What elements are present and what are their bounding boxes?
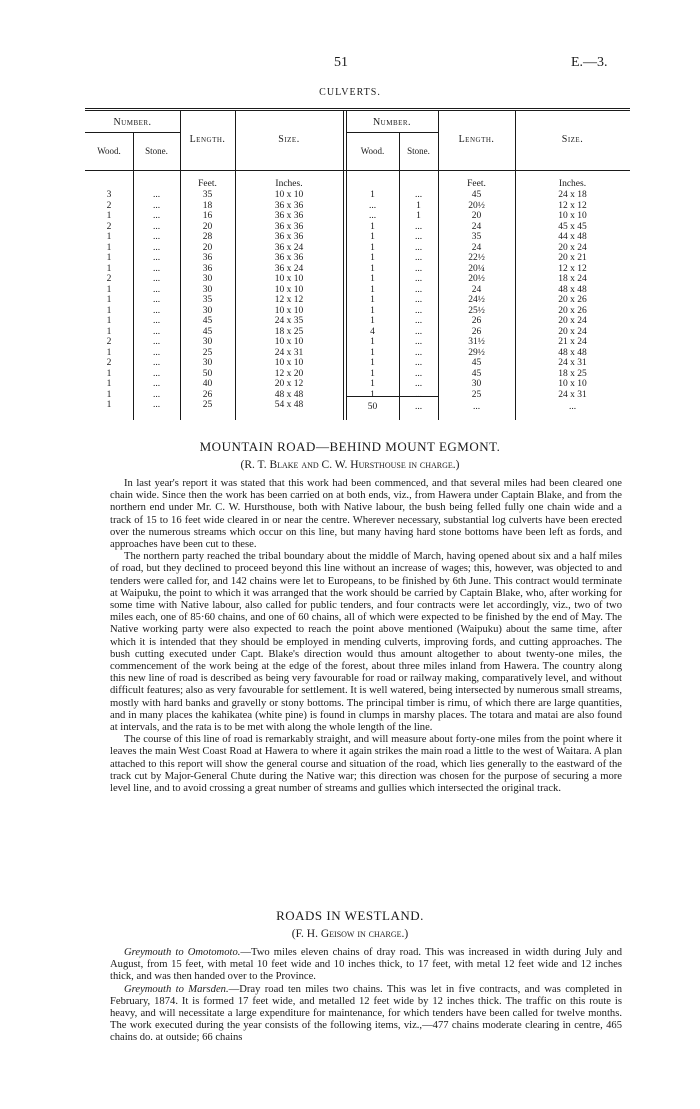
table-cell: 2: [106, 358, 112, 368]
table-cell: 48 x 48: [558, 347, 587, 358]
table-cell: 28: [202, 232, 213, 242]
table-cell: 24: [471, 242, 482, 253]
table-cell: 1: [106, 326, 112, 337]
table-cell: 48 x 48: [558, 284, 587, 295]
table-cell: 40: [202, 379, 213, 389]
table-cell: 1: [370, 305, 375, 316]
table-cell: 1: [370, 274, 375, 284]
route-name: Greymouth to Marsden.: [124, 983, 229, 995]
route-name: Greymouth to Omotomoto.: [124, 947, 241, 958]
table-cell: 1: [106, 253, 112, 263]
paragraph-text: —Two miles eleven chains of dray road. This was increased in width during July and August, from 15 feet, with metal 10 feet wide and 10 inches thick, to 17 feet, with metal 12 feet wide and 12 inches thick, and was then handed over to the Province.: [110, 947, 622, 983]
inches-label-left: Inches.: [275, 179, 303, 189]
table-cell: 36 x 36: [274, 200, 304, 211]
table-cell: 1: [106, 305, 112, 316]
table-cell: ...: [414, 316, 423, 326]
table-cell: ...: [414, 253, 423, 263]
table-cell: 10 x 10: [558, 379, 587, 389]
table-cell: 20: [471, 211, 482, 221]
culverts-table: [85, 108, 630, 420]
table-cell: 1: [370, 379, 375, 389]
table-cell: ...: [414, 358, 423, 368]
table-cell: ...: [152, 400, 161, 410]
page-number: 51: [334, 55, 348, 70]
table-top-rule: [85, 108, 630, 109]
table-cell: ...: [414, 274, 423, 284]
col-divider: [343, 111, 344, 420]
table-cell: ...: [414, 347, 423, 358]
table-cell: 12 x 12: [558, 263, 587, 274]
table-cell: ...: [152, 211, 161, 221]
left-stone-column: [133, 190, 180, 411]
table-cell: 20 x 21: [558, 253, 587, 263]
paragraph: [110, 984, 622, 1045]
number-header-right: Number.: [372, 117, 412, 128]
table-cell: ...: [152, 347, 161, 358]
table-cell: 1: [370, 337, 375, 347]
total-size: ...: [568, 402, 577, 412]
table-cell: 20¼: [468, 263, 485, 274]
total-stone: ...: [414, 402, 423, 412]
table-cell: 1: [370, 368, 375, 379]
table-cell: 25½: [468, 305, 485, 316]
table-cell: 45: [202, 326, 213, 337]
table-cell: 18: [202, 200, 213, 211]
table-cell: 1: [370, 242, 375, 253]
table-cell: 1: [370, 232, 375, 242]
table-cell: 18 x 25: [558, 368, 587, 379]
table-cell: 10 x 10: [274, 337, 304, 347]
table-cell: 1: [106, 242, 112, 253]
table-cell: 50: [202, 368, 213, 379]
table-cell: ...: [414, 337, 423, 347]
table-cell: 1: [106, 211, 112, 221]
table-cell: 20: [202, 242, 213, 253]
table-cell: ...: [414, 221, 423, 232]
table-cell: ...: [414, 190, 423, 200]
table-cell: 24: [471, 221, 482, 232]
table-cell: ...: [414, 305, 423, 316]
table-cell: 10 x 10: [274, 274, 304, 284]
table-cell: ...: [152, 274, 161, 284]
table-cell: 24: [471, 284, 482, 295]
feet-label-right: Feet.: [467, 179, 486, 189]
mountain-road-subtitle: (R. T. Blake and C. W. Hursthouse in charge.): [240, 459, 460, 471]
wood-header-right: Wood.: [360, 146, 385, 156]
table-cell: 45: [471, 190, 482, 200]
table-cell: ...: [152, 389, 161, 400]
table-cell: 1: [370, 316, 375, 326]
table-cell: ...: [152, 305, 161, 316]
table-cell: ...: [152, 284, 161, 295]
right-stone-column: [399, 190, 438, 400]
table-cell: 1: [106, 368, 112, 379]
mountain-road-title: MOUNTAIN ROAD—BEHIND MOUNT EGMONT.: [199, 439, 501, 454]
table-cell: 3: [106, 190, 112, 200]
table-cell: 1: [106, 232, 112, 242]
table-cell: 1: [416, 200, 421, 211]
table-cell: 1: [106, 316, 112, 326]
table-cell: 25: [202, 400, 213, 410]
table-cell: ...: [152, 326, 161, 337]
table-cell: 20½: [468, 274, 485, 284]
table-cell: 22½: [468, 253, 485, 263]
westland-subtitle: (F. H. Geisow in charge.): [291, 928, 409, 940]
table-cell: 45: [471, 368, 482, 379]
stone-header-right: Stone.: [407, 146, 430, 156]
table-cell: 45: [471, 358, 482, 368]
table-cell: 16: [202, 211, 213, 221]
table-cell: 36 x 36: [274, 211, 304, 221]
paragraph: [110, 947, 622, 984]
table-cell: 4: [370, 326, 375, 337]
table-cell: 1: [370, 295, 375, 305]
table-cell: 12 x 20: [274, 368, 304, 379]
table-cell: ...: [152, 358, 161, 368]
table-cell: 36 x 24: [274, 242, 304, 253]
table-cell: ...: [368, 200, 377, 211]
table-cell: 25: [471, 389, 482, 400]
table-cell: ...: [152, 232, 161, 242]
paragraph: The course of this line of road is remarkably straight, and will measure about forty-one miles from the point where it leaves the main West Coast Road at Hawera to where it again strikes the main road a little to the west of Waitara. A plan attached to this report will show the general course and situation of the road, which lies generally to the eastward of the track cut by Major-General Chute during the Native war; this direction was chosen for the purpose of securing a more level line, and to avoid crossing a great number of streams and gullies which intersected the original track.: [110, 734, 622, 795]
table-cell: ...: [414, 379, 423, 389]
table-cell: ...: [152, 316, 161, 326]
left-size-column: [235, 190, 343, 411]
table-cell: 1: [370, 221, 375, 232]
header-rule: [85, 170, 630, 171]
table-cell: 24 x 35: [274, 316, 304, 326]
table-cell: 1: [106, 347, 112, 358]
table-cell: ...: [414, 232, 423, 242]
westland-title: ROADS IN WESTLAND.: [276, 908, 424, 923]
table-cell: 10 x 10: [274, 305, 304, 316]
table-cell: 18 x 24: [558, 274, 587, 284]
table-cell: 1: [370, 347, 375, 358]
length-header-right: Length.: [458, 134, 495, 145]
table-cell: 10 x 10: [274, 358, 304, 368]
page-reference: E.—3.: [571, 55, 608, 70]
table-cell: 24 x 18: [558, 190, 587, 200]
table-cell: 20 x 24: [558, 242, 587, 253]
number-rule-right: [346, 132, 438, 133]
culverts-title: CULVERTS.: [319, 87, 381, 98]
table-cell: 30: [202, 305, 213, 316]
table-cell: ...: [414, 242, 423, 253]
table-cell: 20 x 26: [558, 295, 587, 305]
table-cell: ...: [152, 200, 161, 211]
table-cell: 2: [106, 274, 112, 284]
right-length-column: [438, 190, 515, 400]
length-header-left: Length.: [189, 134, 226, 145]
westland-body: [110, 947, 622, 1045]
right-size-column: [515, 190, 630, 400]
table-cell: ...: [414, 295, 423, 305]
left-length-column: [180, 190, 235, 411]
table-cell: 35: [471, 232, 482, 242]
table-cell: 10 x 10: [558, 211, 587, 221]
table-cell: ...: [152, 242, 161, 253]
table-cell: 36 x 36: [274, 221, 304, 232]
table-cell: 1: [106, 379, 112, 389]
table-cell: 20: [202, 221, 213, 232]
table-cell: ...: [152, 253, 161, 263]
table-cell: 24 x 31: [558, 358, 587, 368]
table-cell: 20½: [468, 200, 485, 211]
table-cell: 10 x 10: [274, 190, 304, 200]
table-cell: 1: [370, 358, 375, 368]
paragraph: In last year's report it was stated that this work had been commenced, and that several miles had been cleared one chain wide. Since then the work has been carried on at both ends, viz., from Hawera under Captain Blake, and from the northern end under Mr. C. W. Hursthouse, both with Native labour, the bush being felled fully one chain wide and a track of 15 to 16 feet wide cleared in or near the centre. Wherever necessary, substantial log culverts have been erected over the numerous streams which occur on this line, but many having hard stone bottoms have been left as fords, and approaches have been cut to these.: [110, 478, 622, 551]
table-cell: 30: [202, 284, 213, 295]
table-cell: 12 x 12: [558, 200, 587, 211]
table-cell: 2: [106, 221, 112, 232]
table-cell: ...: [414, 284, 423, 295]
table-cell: 44 x 48: [558, 232, 587, 242]
table-cell: ...: [152, 368, 161, 379]
table-cell: 30: [202, 337, 213, 347]
table-cell: 10 x 10: [274, 284, 304, 295]
table-cell: 30: [202, 358, 213, 368]
table-cell: ...: [414, 326, 423, 337]
paragraph-text: —Dray road ten miles two chains. This was let in five contracts, and was completed in February, 1874. It is formed 17 feet wide, and metalled 12 feet wide by 12 inches thick. The traffic on this route is heavy, and will necessitate a large expenditure for maintenance, for which tenders have been called for twelve months. The work executed during the year consists of the following items, viz.,—477 chains moderate clearing in centre, 465 chains do. at outside; 66 chains: [110, 983, 622, 1044]
table-cell: 24 x 31: [274, 347, 304, 358]
number-header-left: Number.: [113, 117, 152, 128]
table-cell: 54 x 48: [274, 400, 304, 410]
stone-header-left: Stone.: [145, 146, 168, 156]
table-cell: 45: [202, 316, 213, 326]
table-cell: ...: [152, 379, 161, 389]
table-cell: ...: [152, 221, 161, 232]
table-cell: 29½: [468, 347, 485, 358]
table-cell: 20 x 24: [558, 316, 587, 326]
size-header-left: Size.: [278, 134, 300, 145]
table-cell: 26: [202, 389, 213, 400]
table-cell: 35: [202, 190, 213, 200]
table-cell: 24 x 31: [558, 389, 587, 400]
table-cell: 45 x 45: [558, 221, 587, 232]
inches-label-right: Inches.: [558, 179, 587, 189]
table-top-rule-2: [85, 110, 630, 111]
table-cell: 1: [416, 211, 421, 221]
table-cell: ...: [152, 263, 161, 274]
table-cell: ...: [152, 337, 161, 347]
table-cell: 20 x 24: [558, 326, 587, 337]
table-cell: 20 x 12: [274, 379, 304, 389]
table-cell: 2: [106, 337, 112, 347]
table-cell: 18 x 25: [274, 326, 304, 337]
table-cell: 20 x 26: [558, 305, 587, 316]
table-cell: ...: [152, 190, 161, 200]
wood-header-left: Wood.: [97, 146, 121, 156]
size-header-right: Size.: [561, 134, 584, 145]
table-cell: 25: [202, 347, 213, 358]
table-cell: 1: [106, 263, 112, 274]
table-cell: 36 x 24: [274, 263, 304, 274]
total-length: ...: [472, 402, 481, 412]
left-wood-column: [85, 190, 133, 411]
table-cell: 48 x 48: [274, 389, 304, 400]
table-cell: 36 x 36: [274, 232, 304, 242]
table-cell: 1: [106, 389, 112, 400]
table-cell: 35: [202, 295, 213, 305]
paragraph: The northern party reached the tribal boundary about the middle of March, having opened about six and a half miles of road, but they declined to proceed beyond this line without an increase of wages; this, however, was objected to and tenders were called for, and 142 chains were let to Europeans, to be finished by 6th June. This contract would terminate at Waipuku, the point to which it was arranged that the work should be carried by Captain Blake, who, after working for some time with Native labour, also called for public tenders, and four contracts were let accordingly, viz., two of two miles each, one of 85·60 chains, and one of 60 chains, all of which were expected to be finished by the end of May. The Native working party were also expected to reach the point above mentioned (Waipuku) about the same time, after which it is intended that they should be employed in mending culverts, improving fords, and cutting approaches. The bush cutting executed under Capt. Blake's direction would thus amount altogether to about twenty-one miles, the commencement of the work being at the edge of the forest, about three miles inland from Hawera. The country along this new line of road is described as being very favourable for road or railway making, comparatively level, and without difficult features; also as very favourable for settlement. It is well watered, being intersected by numerous small streams, mostly with hard banks and gravelly or stony bottoms. The principal timber is rimu, of which there are large quantities, and in many places the kahikatea (white pine) is found in clumps in marshy places. The totara and matai are also found at intervals, and the rata is to be met with along the whole length of the line.: [110, 551, 622, 734]
table-cell: 30: [202, 274, 213, 284]
table-cell: 2: [106, 200, 112, 211]
table-cell: ...: [152, 295, 161, 305]
table-cell: 26: [471, 316, 482, 326]
table-cell: 12 x 12: [274, 295, 304, 305]
table-cell: 36: [202, 263, 213, 274]
table-cell: 21 x 24: [558, 337, 587, 347]
table-cell: 30: [471, 379, 482, 389]
mountain-road-body: [110, 478, 622, 795]
table-cell: 1: [370, 253, 375, 263]
table-cell: 36: [202, 253, 213, 263]
table-cell: ...: [368, 211, 377, 221]
table-cell: ...: [414, 263, 423, 274]
feet-label-left: Feet.: [198, 179, 217, 189]
table-cell: 1: [106, 295, 112, 305]
table-cell: 24½: [468, 295, 485, 305]
table-cell: ...: [414, 389, 423, 400]
table-cell: 1: [370, 389, 375, 400]
table-cell: 31½: [468, 337, 485, 347]
right-wood-column: [346, 190, 399, 400]
table-cell: 1: [370, 284, 375, 295]
total-wood: 50: [367, 402, 378, 412]
table-cell: 1: [106, 284, 112, 295]
table-cell: 1: [106, 400, 112, 410]
table-cell: 1: [370, 263, 375, 274]
table-cell: 1: [370, 190, 375, 200]
table-cell: 26: [471, 326, 482, 337]
table-cell: ...: [414, 368, 423, 379]
table-cell: 36 x 36: [274, 253, 304, 263]
